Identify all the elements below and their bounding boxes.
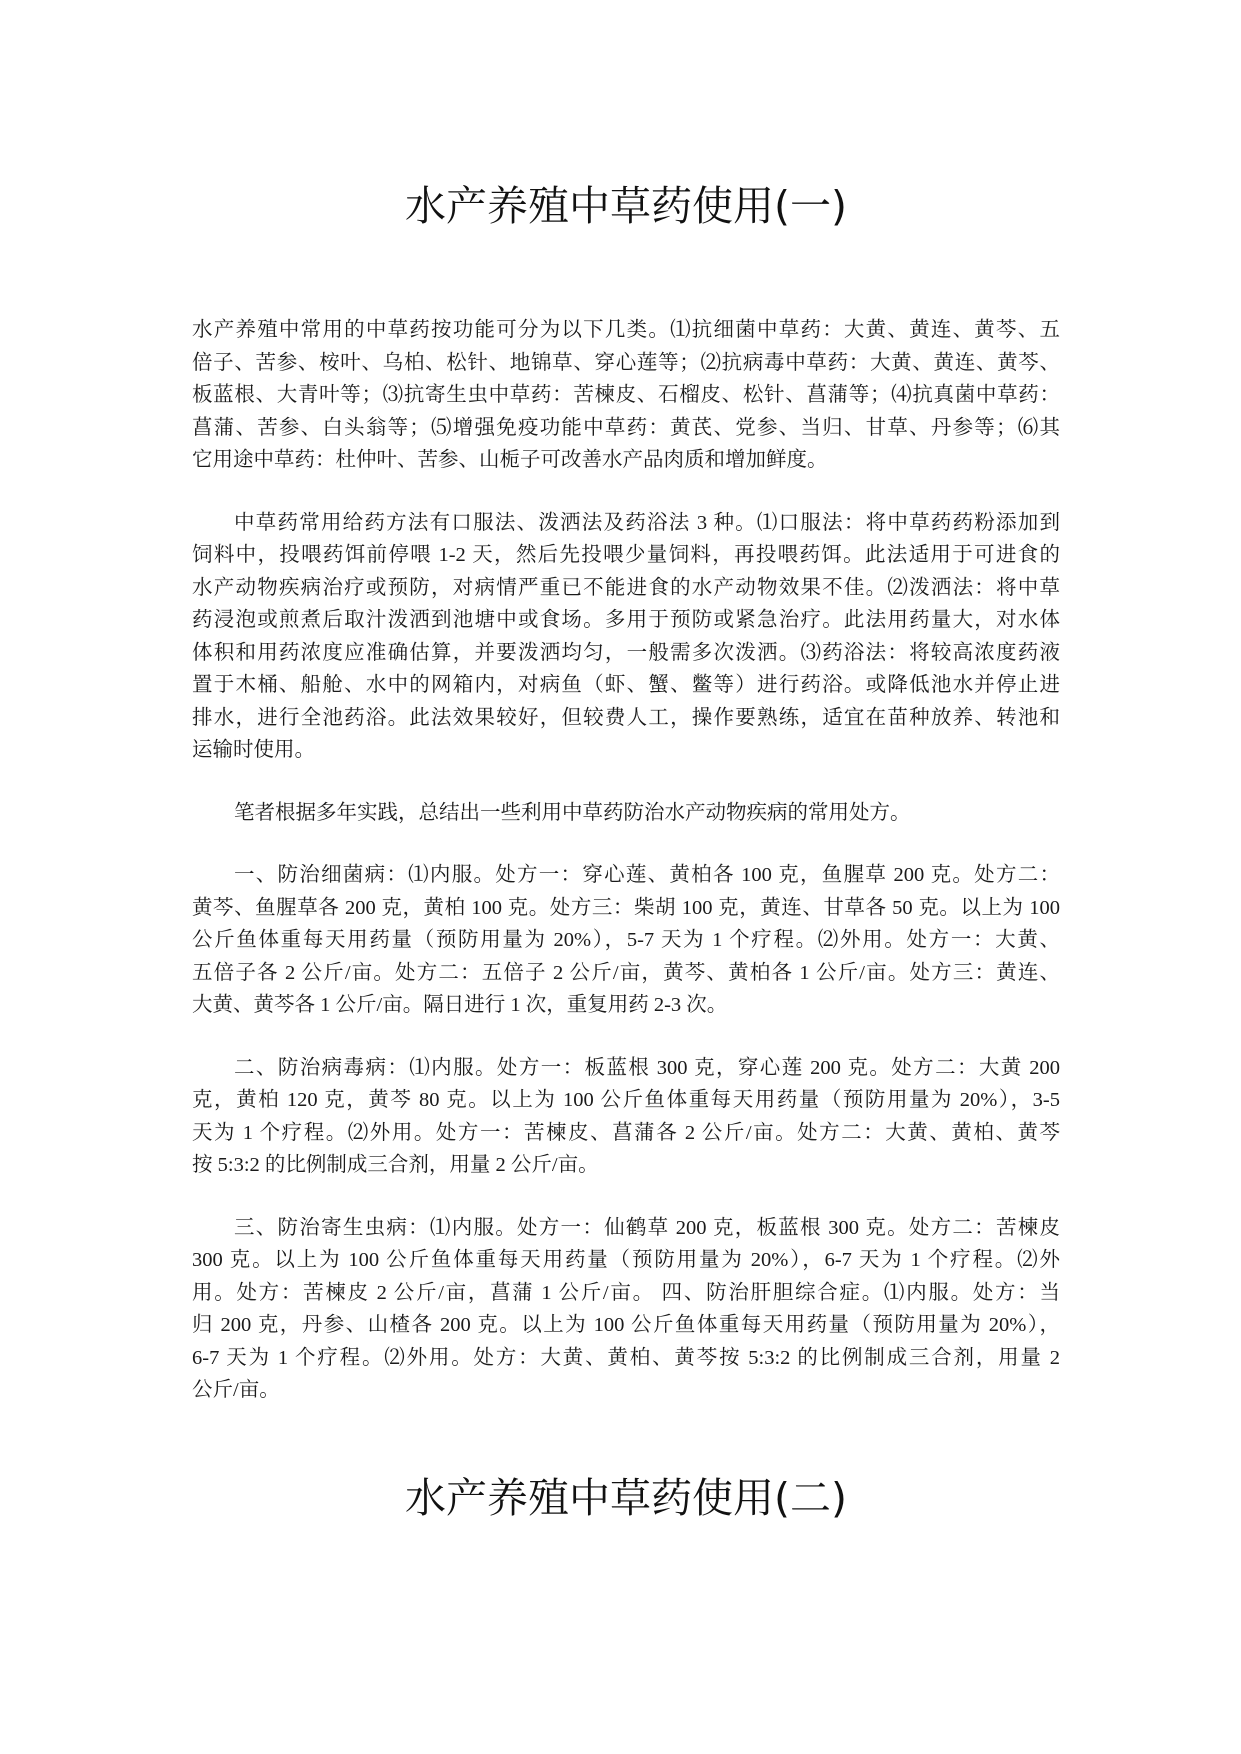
text-line: 运输时使用。 [192, 739, 315, 761]
paragraph [192, 797, 1060, 830]
text-line: 板蓝根、大青叶等；⑶抗寄生虫中草药：苦楝皮、石榴皮、松针、菖蒲等；⑷抗真菌中草药： [192, 384, 1060, 406]
text-line: 用。处方：苦楝皮 2 公斤/亩，菖蒲 1 公斤/亩。 四、防治肝胆综合症。⑴内服。处方：当 [192, 1281, 1060, 1304]
document-title: 水产养殖中草药使用(二) [405, 1473, 847, 1522]
text-line: 克，黄柏 120 克，黄芩 80 克。以上为 100 公斤鱼体重每天用药量（预防用量为 20%），3-5 [192, 1089, 1060, 1111]
text-line: 归 200 克，丹参、山楂各 200 克。以上为 100 公斤鱼体重每天用药量（预防用量为 20%）， [192, 1314, 1060, 1336]
text-line: 它用途中草药：杜仲叶、苦参、山栀子可改善水产品肉质和增加鲜度。 [192, 449, 828, 471]
text-line: 二、防治病毒病：⑴内服。处方一：板蓝根 300 克，穿心莲 200 克。处方二：大黄 200 [234, 1056, 1060, 1079]
text-line: 体积和用药浓度应准确估算，并要泼洒均匀，一般需多次泼洒。⑶药浴法：将较高浓度药液 [192, 641, 1060, 664]
text-line: 三、防治寄生虫病：⑴内服。处方一：仙鹤草 200 克，板蓝根 300 克。处方二：苦楝皮 [234, 1216, 1060, 1239]
document-body [192, 314, 1060, 1407]
text-line: 笔者根据多年实践，总结出一些利用中草药防治水产动物疾病的常用处方。 [234, 801, 911, 824]
paragraph [192, 507, 1060, 767]
text-line: 饲料中，投喂药饵前停喂 1-2 天，然后先投喂少量饲料，再投喂药饵。此法适用于可进食的 [192, 544, 1060, 566]
paragraph [192, 1052, 1060, 1182]
document-title: 水产养殖中草药使用(一) [405, 182, 847, 230]
text-line: 大黄、黄芩各 1 公斤/亩。隔日进行 1 次，重复用药 2-3 次。 [192, 994, 728, 1016]
text-line: 菖蒲、苦参、白头翁等；⑸增强免疫功能中草药：黄芪、党参、当归、甘草、丹参等；⑹其 [192, 416, 1060, 439]
text-line: 黄芩、鱼腥草各 200 克，黄柏 100 克。处方三：柴胡 100 克，黄连、甘草各 50 克。以上为 100 [192, 896, 1060, 919]
text-line: 药浸泡或煎煮后取汁泼洒到池塘中或食场。多用于预防或紧急治疗。此法用药量大，对水体 [192, 609, 1060, 631]
text-line: 6-7 天为 1 个疗程。⑵外用。处方：大黄、黄柏、黄芩按 5:3:2 的比例制成三合剂，用量 2 [192, 1346, 1060, 1369]
paragraph [192, 1212, 1060, 1407]
text-line: 倍子、苦参、桉叶、乌柏、松针、地锦草、穿心莲等；⑵抗病毒中草药：大黄、黄连、黄芩、 [192, 351, 1060, 374]
text-line: 排水，进行全池药浴。此法效果较好，但较费人工，操作要熟练，适宜在苗种放养、转池和 [192, 706, 1060, 729]
text-line: 一、防治细菌病：⑴内服。处方一：穿心莲、黄柏各 100 克，鱼腥草 200 克。处方二： [234, 864, 1060, 886]
text-line: 公斤/亩。 [192, 1379, 280, 1401]
text-line: 300 克。以上为 100 公斤鱼体重每天用药量（预防用量为 20%），6-7 天为 1 个疗程。⑵外 [192, 1249, 1060, 1271]
text-line: 五倍子各 2 公斤/亩。处方二：五倍子 2 公斤/亩，黄芩、黄柏各 1 公斤/亩。处方三：黄连、 [192, 961, 1060, 984]
paragraph [192, 314, 1060, 477]
text-line: 水产养殖中常用的中草药按功能可分为以下几类。⑴抗细菌中草药：大黄、黄连、黄芩、五 [192, 319, 1060, 341]
text-line: 天为 1 个疗程。⑵外用。处方一：苦楝皮、菖蒲各 2 公斤/亩。处方二：大黄、黄柏、黄芩 [192, 1121, 1060, 1144]
text-line: 置于木桶、船舱、水中的网箱内，对病鱼（虾、蟹、鳖等）进行药浴。或降低池水并停止进 [192, 674, 1060, 696]
text-line: 按 5:3:2 的比例制成三合剂，用量 2 公斤/亩。 [192, 1154, 599, 1176]
text-line: 中草药常用给药方法有口服法、泼洒法及药浴法 3 种。⑴口服法：将中草药药粉添加到 [234, 511, 1060, 534]
paragraph [192, 859, 1060, 1022]
text-line: 公斤鱼体重每天用药量（预防用量为 20%），5-7 天为 1 个疗程。⑵外用。处方一：大黄、 [192, 929, 1060, 951]
text-line: 水产动物疾病治疗或预防，对病情严重已不能进食的水产动物效果不佳。⑵泼洒法：将中草 [192, 576, 1060, 599]
